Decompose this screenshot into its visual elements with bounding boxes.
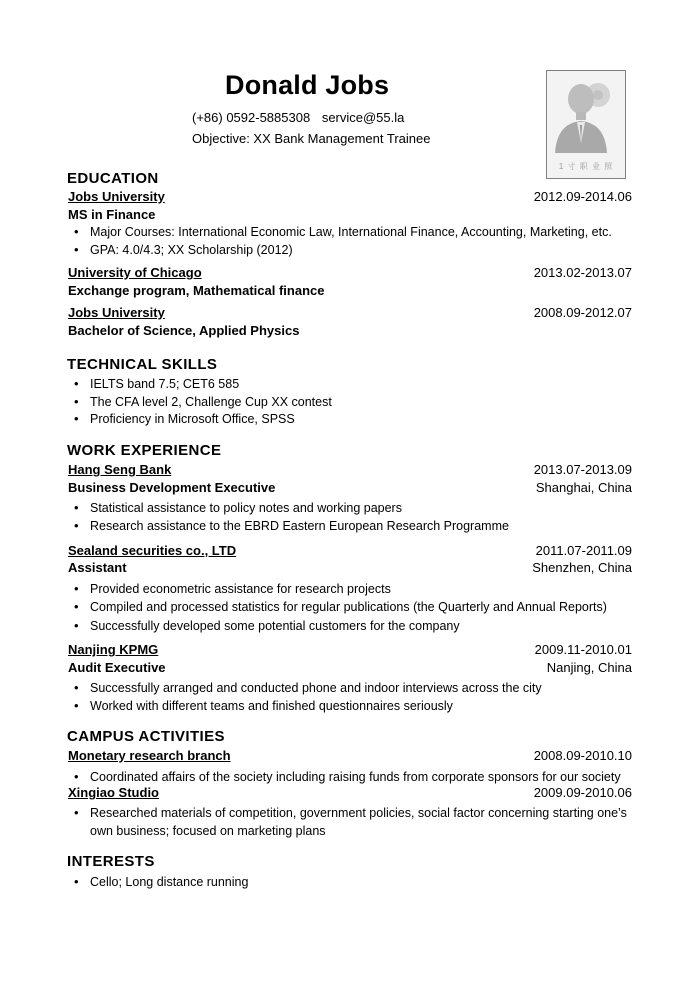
contact-line <box>192 110 404 125</box>
institution-name: Jobs University <box>68 305 165 320</box>
job-bullet: • Successfully arranged and conducted phone and indoor interviews across the city <box>90 679 640 697</box>
date-range: 2013.02-2013.07 <box>533 265 632 280</box>
skill-bullet: • Proficiency in Microsoft Office, SPSS <box>90 410 640 428</box>
degree: Exchange program, Mathematical finance <box>68 283 325 298</box>
date-range: 2009.11-2010.01 <box>534 642 632 657</box>
job-role-line <box>68 660 632 677</box>
phone-number: (+86) 0592-5885308 <box>192 110 311 125</box>
photo-caption: 1 寸 职 业 照 <box>558 162 614 171</box>
job-bullet: • Statistical assistance to policy notes and working papers <box>90 499 640 517</box>
section-title-campus: CAMPUS ACTIVITIES <box>67 728 225 745</box>
skill-bullet: • IELTS band 7.5; CET6 585 <box>90 375 640 393</box>
section-title-interests: INTERESTS <box>67 853 155 870</box>
activity-header <box>68 785 632 802</box>
education-entry-header <box>68 189 632 206</box>
activity-bullet: • Researched materials of competition, government policies, social factor concerning starting one’s own business; focused on marketing plans <box>90 804 630 840</box>
date-range: 2013.07-2013.09 <box>533 462 632 477</box>
job-role-line <box>68 560 632 577</box>
education-entry-header <box>68 265 632 282</box>
interest-bullet: • Cello; Long distance running <box>90 873 640 891</box>
profile-photo <box>546 70 626 179</box>
job-title: Assistant <box>68 560 127 575</box>
date-range: 2011.07-2011.09 <box>535 543 632 558</box>
date-range: 2012.09-2014.06 <box>533 189 632 204</box>
activity-header <box>68 748 632 765</box>
date-range: 2009.09-2010.06 <box>533 785 632 800</box>
degree: MS in Finance <box>68 207 156 222</box>
email-address: service@55.la <box>321 110 405 125</box>
degree-line <box>68 207 632 224</box>
job-bullet: • Successfully developed some potential customers for the company <box>90 617 640 635</box>
job-location: Shanghai, China <box>535 480 632 495</box>
degree-line <box>68 283 632 300</box>
date-range: 2008.09-2010.10 <box>533 748 632 763</box>
candidate-name: Donald Jobs <box>225 70 390 100</box>
employer-name: Nanjing KPMG <box>68 642 159 657</box>
education-bullet: • Major Courses: International Economic Law, International Finance, Accounting, Marketing, etc. <box>90 223 640 241</box>
job-location: Nanjing, China <box>546 660 632 675</box>
job-title: Audit Executive <box>68 660 166 675</box>
section-title-work: WORK EXPERIENCE <box>67 442 222 459</box>
degree-line <box>68 323 632 340</box>
section-title-education: EDUCATION <box>67 170 159 187</box>
job-bullet: • Worked with different teams and finished questionnaires seriously <box>90 697 640 715</box>
institution-name: University of Chicago <box>68 265 202 280</box>
job-location: Shenzhen, China <box>532 560 632 575</box>
organization-name: Xingiao Studio <box>68 785 159 800</box>
objective: Objective: XX Bank Management Trainee <box>192 131 431 146</box>
activity-bullet: • Coordinated affairs of the society including raising funds from corporate sponsors for our society <box>90 768 640 786</box>
employer-name: Sealand securities co., LTD <box>68 543 237 558</box>
job-title: Business Development Executive <box>68 480 276 495</box>
job-bullet: • Research assistance to the EBRD Eastern European Research Programme <box>90 517 640 535</box>
education-entry-header <box>68 305 632 322</box>
education-bullet: • GPA: 4.0/4.3; XX Scholarship (2012) <box>90 241 640 259</box>
job-bullet: • Provided econometric assistance for research projects <box>90 580 640 598</box>
section-title-skills: TECHNICAL SKILLS <box>67 356 218 373</box>
job-role-line <box>68 480 632 497</box>
skill-bullet: • The CFA level 2, Challenge Cup XX contest <box>90 393 640 411</box>
degree: Bachelor of Science, Applied Physics <box>68 323 300 338</box>
job-header <box>68 462 632 479</box>
institution-name: Jobs University <box>68 189 165 204</box>
organization-name: Monetary research branch <box>68 748 231 763</box>
job-bullet: • Compiled and processed statistics for regular publications (the Quarterly and Annual Reports) <box>90 598 640 616</box>
job-header <box>68 642 632 659</box>
employer-name: Hang Seng Bank <box>68 462 172 477</box>
job-header <box>68 543 632 560</box>
date-range: 2008.09-2012.07 <box>533 305 632 320</box>
